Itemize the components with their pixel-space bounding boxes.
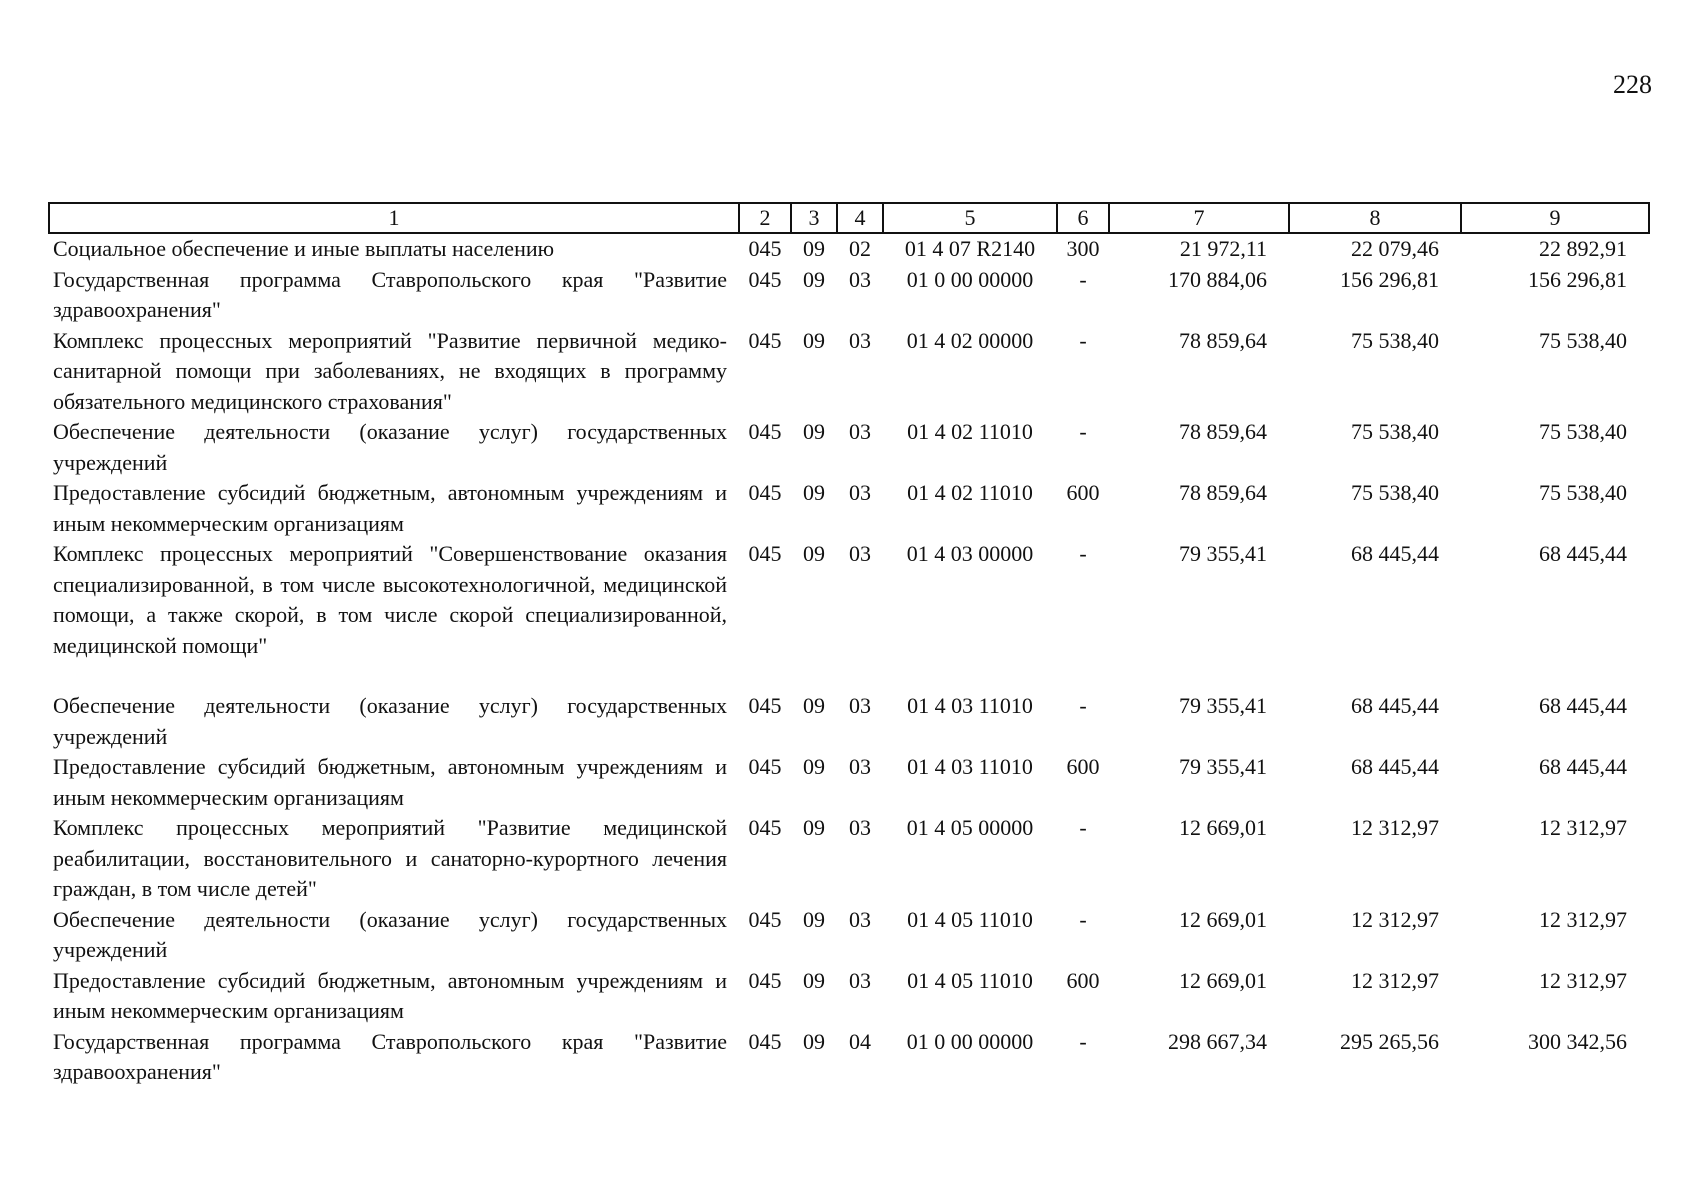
row-col-6: 300 [1066, 236, 1100, 261]
row-col-2: 045 [748, 541, 782, 566]
row-col-3: 09 [803, 541, 825, 566]
row-col-4: 03 [849, 967, 871, 993]
row-col-5: 01 0 00 00000 [906, 266, 1034, 292]
row-name: Государственная программа Ставропольского края "Развитие здравоохранения" [53, 1028, 727, 1084]
row-col-7: 78 859,64 [1179, 480, 1267, 505]
page-number: 228 [1613, 70, 1652, 99]
row-col-5: 01 4 05 11010 [907, 906, 1033, 932]
row-name: Предоставление субсидий бюджетным, автономным учреждениям и иным некоммерческим организациям [53, 754, 727, 810]
row-col-8: 68 445,44 [1351, 693, 1439, 718]
table-row [49, 233, 1649, 265]
row-col-8: 156 296,81 [1340, 266, 1439, 292]
row-col-6: - [1079, 815, 1087, 840]
row-col-7: 21 972,11 [1179, 236, 1267, 261]
row-col-4: 03 [849, 327, 871, 353]
row-col-2: 045 [748, 906, 782, 932]
row-col-6: - [1079, 541, 1087, 566]
row-col-7: 12 669,01 [1179, 906, 1267, 932]
row-col-4: 03 [849, 419, 871, 444]
row-col-4: 03 [849, 815, 871, 840]
row-col-4: 03 [849, 693, 871, 718]
row-col-6: - [1079, 906, 1087, 932]
row-col-7: 298 667,34 [1168, 1028, 1267, 1054]
row-name: Предоставление субсидий бюджетным, автономным учреждениям и иным некоммерческим организациям [53, 480, 727, 536]
header-col-5: 5 [883, 203, 1057, 233]
row-col-9: 12 312,97 [1539, 906, 1627, 932]
header-row [49, 203, 1649, 233]
table-row [49, 326, 1649, 418]
row-col-6: 600 [1066, 967, 1100, 993]
row-col-8: 68 445,44 [1351, 541, 1439, 566]
row-col-9: 12 312,97 [1539, 815, 1627, 840]
row-col-6: 600 [1066, 480, 1100, 505]
row-col-8: 12 312,97 [1351, 967, 1439, 993]
row-col-6: - [1079, 327, 1087, 353]
spacer-cell [49, 661, 1649, 691]
row-col-4: 03 [849, 266, 871, 292]
row-col-4: 03 [849, 480, 871, 505]
row-col-8: 68 445,44 [1351, 754, 1439, 779]
row-col-3: 09 [803, 480, 825, 505]
row-col-5: 01 4 07 R2140 [904, 236, 1036, 261]
row-col-9: 68 445,44 [1539, 541, 1627, 566]
row-col-8: 22 079,46 [1351, 236, 1439, 261]
row-col-6: - [1079, 1028, 1087, 1054]
table-row [49, 417, 1649, 478]
row-col-3: 09 [803, 236, 825, 261]
row-col-9: 75 538,40 [1539, 419, 1627, 444]
row-col-2: 045 [748, 236, 782, 261]
header-col-6: 6 [1057, 203, 1109, 233]
row-col-3: 09 [803, 815, 825, 840]
row-col-9: 156 296,81 [1528, 266, 1627, 292]
row-col-6: - [1079, 693, 1087, 718]
row-col-9: 68 445,44 [1539, 693, 1627, 718]
row-col-5: 01 0 00 00000 [906, 1028, 1034, 1054]
row-col-2: 045 [748, 419, 782, 444]
row-col-3: 09 [803, 327, 825, 353]
row-name: Государственная программа Ставропольского края "Развитие здравоохранения" [53, 266, 727, 322]
row-col-5: 01 4 05 00000 [906, 815, 1034, 840]
budget-table [48, 202, 1650, 1088]
row-col-7: 170 884,06 [1168, 266, 1267, 292]
header-col-8: 8 [1289, 203, 1461, 233]
header-col-1: 1 [49, 203, 739, 233]
row-col-9: 75 538,40 [1539, 327, 1627, 353]
row-col-5: 01 4 02 11010 [907, 480, 1033, 505]
row-col-4: 02 [849, 236, 871, 261]
table-row [49, 265, 1649, 326]
row-col-6: - [1079, 419, 1087, 444]
row-col-2: 045 [748, 693, 782, 718]
row-col-7: 12 669,01 [1179, 967, 1267, 993]
table-row [49, 478, 1649, 539]
row-col-5: 01 4 02 11010 [907, 419, 1033, 444]
row-col-9: 300 342,56 [1528, 1028, 1627, 1054]
row-col-9: 68 445,44 [1539, 754, 1627, 779]
row-col-2: 045 [748, 480, 782, 505]
header-col-7: 7 [1109, 203, 1289, 233]
row-col-3: 09 [803, 906, 825, 932]
row-col-5: 01 4 03 00000 [906, 541, 1034, 566]
row-col-8: 295 265,56 [1340, 1028, 1439, 1054]
row-col-9: 12 312,97 [1539, 967, 1627, 993]
row-col-8: 75 538,40 [1351, 327, 1439, 353]
row-col-4: 03 [849, 754, 871, 779]
row-col-2: 045 [748, 266, 782, 292]
table-row [49, 539, 1649, 661]
spacer-row [49, 661, 1649, 691]
row-col-4: 03 [849, 541, 871, 566]
row-col-4: 03 [849, 906, 871, 932]
row-col-7: 79 355,41 [1179, 541, 1267, 566]
table-row [49, 905, 1649, 966]
row-name: Предоставление субсидий бюджетным, автономным учреждениям и иным некоммерческим организациям [53, 967, 727, 1023]
header-col-9: 9 [1461, 203, 1649, 233]
row-name: Обеспечение деятельности (оказание услуг) государственных учреждений [53, 906, 727, 962]
row-col-5: 01 4 03 11010 [907, 754, 1033, 779]
table-row [49, 966, 1649, 1027]
row-col-7: 79 355,41 [1179, 693, 1267, 718]
row-col-2: 045 [748, 754, 782, 779]
row-name: Социальное обеспечение и иные выплаты населению [53, 236, 555, 261]
header-col-2: 2 [739, 203, 791, 233]
row-col-5: 01 4 03 11010 [907, 693, 1033, 718]
row-col-6: 600 [1066, 754, 1100, 779]
row-col-4: 04 [849, 1028, 871, 1054]
row-col-6: - [1079, 266, 1087, 292]
row-col-3: 09 [803, 967, 825, 993]
row-col-3: 09 [803, 1028, 825, 1054]
row-name: Комплекс процессных мероприятий "Развитие медицинской реабилитации, восстановительного и санаторно-курортного лечения граждан, в том числе детей" [53, 815, 727, 901]
row-col-7: 78 859,64 [1179, 327, 1267, 353]
row-col-8: 75 538,40 [1351, 480, 1439, 505]
row-name: Обеспечение деятельности (оказание услуг) государственных учреждений [53, 419, 727, 475]
row-col-3: 09 [803, 693, 825, 718]
row-col-5: 01 4 02 00000 [906, 327, 1034, 353]
row-col-3: 09 [803, 266, 825, 292]
row-col-2: 045 [748, 967, 782, 993]
header-col-4: 4 [837, 203, 883, 233]
row-col-8: 12 312,97 [1351, 906, 1439, 932]
row-col-3: 09 [803, 754, 825, 779]
row-col-3: 09 [803, 419, 825, 444]
row-col-7: 79 355,41 [1179, 754, 1267, 779]
row-col-2: 045 [748, 815, 782, 840]
table-row [49, 691, 1649, 752]
row-col-5: 01 4 05 11010 [907, 967, 1033, 993]
table-row [49, 813, 1649, 905]
row-col-2: 045 [748, 327, 782, 353]
row-col-7: 12 669,01 [1179, 815, 1267, 840]
row-col-8: 75 538,40 [1351, 419, 1439, 444]
row-col-7: 78 859,64 [1179, 419, 1267, 444]
row-name: Комплекс процессных мероприятий "Развитие первичной медико-санитарной помощи при заболеваниях, не входящих в программу обязательного медицинского страхования" [53, 327, 727, 414]
table-row [49, 1027, 1649, 1088]
row-col-9: 75 538,40 [1539, 480, 1627, 505]
row-col-9: 22 892,91 [1539, 236, 1627, 261]
header-col-3: 3 [791, 203, 837, 233]
row-name: Комплекс процессных мероприятий "Совершенствование оказания специализированной, в том числе высокотехнологичной, медицинской помощи, а также скорой, в том числе скорой специализированной, медицинской помощи" [53, 541, 727, 658]
row-name: Обеспечение деятельности (оказание услуг) государственных учреждений [53, 693, 727, 749]
table-row [49, 752, 1649, 813]
row-col-2: 045 [748, 1028, 782, 1054]
row-col-8: 12 312,97 [1351, 815, 1439, 840]
